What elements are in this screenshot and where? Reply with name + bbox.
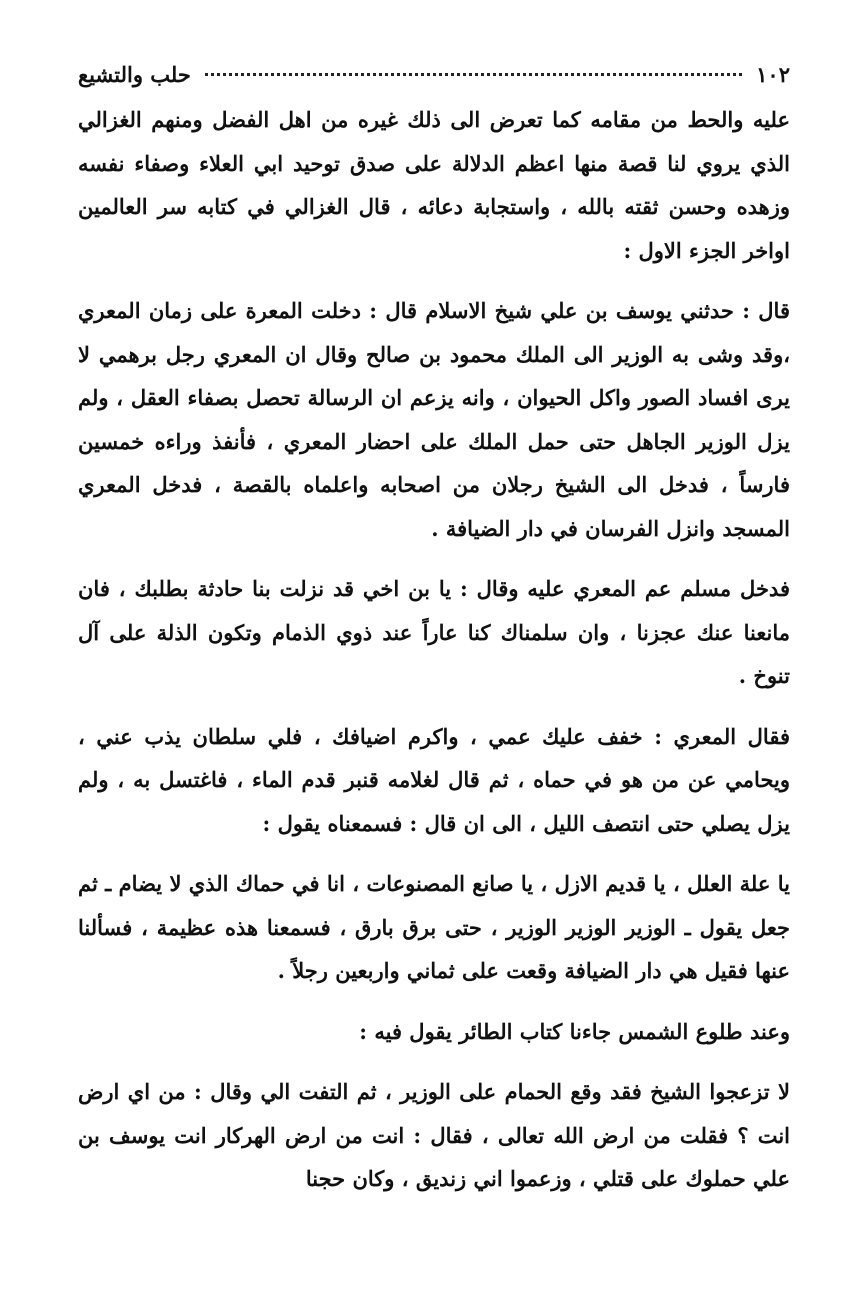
paragraph: لا تزعجوا الشيخ فقد وقع الحمام على الوزير ، ثم التفت الي وقال : من اي ارض انت ؟ فقلت من ارض الله تعالى ، فقال : انت من ارض الهركار انت يوسف بن علي حملوك على قتلي ، وزعموا اني زنديق ، وكان حجنا <box>78 1079 790 1191</box>
book-page <box>78 62 790 1201</box>
header-dot-leader <box>205 73 742 76</box>
page-number: ١٠٢ <box>756 62 790 87</box>
paragraph-gap <box>78 272 790 289</box>
paragraph-gap <box>78 550 790 567</box>
paragraph-gap <box>78 1053 790 1070</box>
paragraph: عليه والحط من مقامه كما تعرض الى ذلك غيره من اهل الفضل ومنهم الغزالي الذي يروي لنا قصة منها اعظم الدلالة على صدق توحيد ابي العلاء وصفاء نفسه وزهده وحسن ثقته بالله ، واستجابة دعائه ، قال الغزالي في كتابه سر العالمين اواخر الجزء الاول : <box>78 107 790 263</box>
paragraph-gap <box>78 845 790 862</box>
paragraph-gap <box>78 993 790 1010</box>
paragraph: فدخل مسلم عم المعري عليه وقال : يا بن اخي قد نزلت بنا حادثة بطلبك ، فان مانعنا عنك عجزنا ، وان سلمناك كنا عاراً عند ذوي الذمام وتكون الذلة على آل تنوخ . <box>78 576 790 688</box>
paragraph-gap <box>78 698 790 715</box>
running-title: حلب والتشيع <box>78 62 191 87</box>
paragraph: قال : حدثني يوسف بن علي شيخ الاسلام قال : دخلت المعرة على زمان المعري ،وقد وشى به الوزير الى الملك محمود بن صالح وقال ان المعري رجل برهمي لا يرى افساد الصور واكل الحيوان ، وانه يزعم ان الرسالة تحصل بصفاء العقل ، ولم يزل الوزير الجاهل حتى حمل الملك على احضار المعري ، فأنفذ وراءه خمسين فارساً ، فدخل الى الشيخ رجلان من اصحابه واعلماه بالقصة ، فدخل المعري المسجد وانزل الفرسان في دار الضيافة . <box>78 298 790 541</box>
paragraph: فقال المعري : خفف عليك عمي ، واكرم اضيافك ، فلي سلطان يذب عني ، ويحامي عن من هو في حماه ، ثم قال لغلامه قنبر قدم الماء ، فاغتسل به ، ولم يزل يصلي حتى انتصف الليل ، الى ان قال : فسمعناه يقول : <box>78 723 790 836</box>
paragraph: يا علة العلل ، يا قديم الازل ، يا صانع المصنوعات ، انا في حماك الذي لا يضام ـ ثم جعل يقول ـ الوزير الوزير الوزير ، حتى برق بارق ، فسمعنا هذه عظيمة ، فسألنا عنها فقيل هي دار الضيافة وقعت على ثماني واربعين رجلاً . <box>78 871 790 983</box>
paragraph: وعند طلوع الشمس جاءنا كتاب الطائر يقول فيه : <box>359 1018 790 1044</box>
page-header <box>78 62 790 98</box>
